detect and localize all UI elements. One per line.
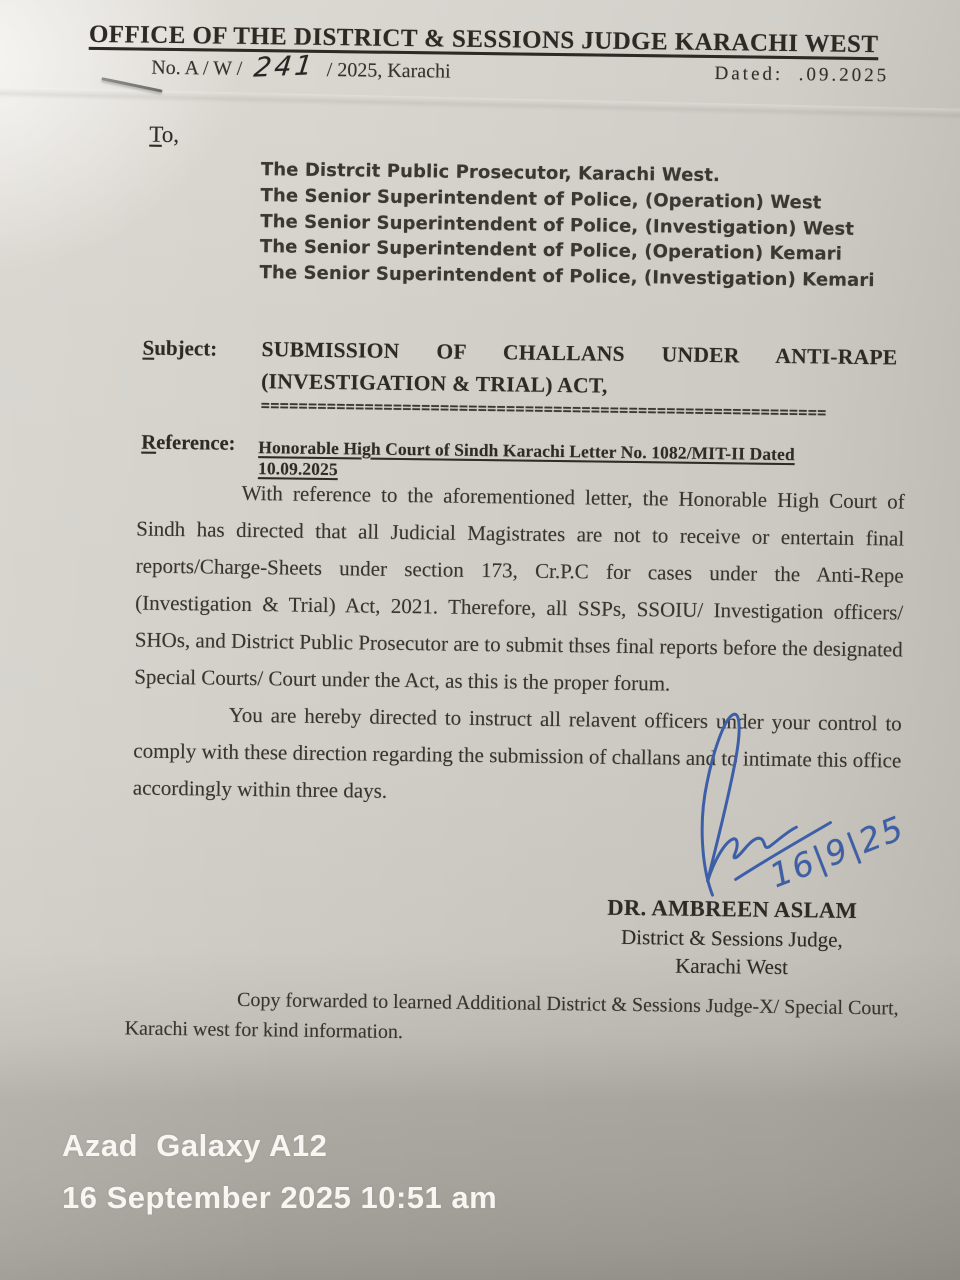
handwritten-date: 16|9|25 bbox=[764, 807, 911, 896]
ref-number-prefix: No. A / W / bbox=[151, 56, 243, 80]
signature-block bbox=[566, 894, 897, 981]
subject-line-2: (INVESTIGATION & TRIAL) ACT, bbox=[261, 369, 608, 398]
signatory-title: District & Sessions Judge, bbox=[620, 924, 843, 952]
recipient-item: The Distrcit Public Prosecutor, Karachi West. bbox=[260, 159, 721, 187]
recipient-list bbox=[259, 157, 876, 294]
subject-divider: ============================================================ bbox=[260, 396, 827, 422]
ref-number-suffix: / 2025, Karachi bbox=[326, 58, 451, 83]
subject-text bbox=[261, 337, 898, 422]
body-paragraph-2: You are hereby directed to instruct all relavent officers under your control to comply with these direction regarding the submission of challans and to intimate this office accordingly within three days. bbox=[132, 702, 902, 803]
camera-watermark-device: Azad Galaxy A12 bbox=[62, 1128, 328, 1163]
copy-forwarded-note: Copy forwarded to learned Additional District & Sessions Judge-X/ Special Court, Karachi west for kind information. bbox=[124, 988, 899, 1044]
reference-number bbox=[151, 50, 451, 85]
recipient-item: The Senior Superintendent of Police, (Investigation) Kemari bbox=[259, 262, 875, 292]
recipient-item: The Senior Superintendent of Police, (Investigation) West bbox=[260, 210, 855, 240]
signature-scribble bbox=[637, 682, 920, 911]
camera-watermark bbox=[62, 1128, 497, 1216]
office-title: OFFICE OF THE DISTRICT & SESSIONS JUDGE KARACHI WEST bbox=[88, 20, 879, 59]
recipient-item: The Senior Superintendent of Police, (Operation) West bbox=[260, 184, 822, 214]
reference-text: Honorable High Court of Sindh Karachi Letter No. 1082/MIT-II Dated 10.09.2025 bbox=[257, 437, 795, 480]
dated-text: Dated: .09.2025 bbox=[714, 63, 890, 87]
body-paragraph-1: With reference to the aforementioned letter, the Honorable High Court of Sindh has directed that all Judicial Magistrates are not to receive or entertain final reports/Charge-Sheets under section 173, Cr.P.C for cases under the Anti-Repe (Investigation & Trial) Act, 2021. Therefore, all SSPs, SSOIU/ Investigation officers/ SHOs, and District Public Prosecutor are to submit thses final reports before the designated Special Courts/ Court under the Act, as this is the proper forum. bbox=[134, 480, 905, 696]
signatory-location: Karachi West bbox=[675, 953, 789, 980]
reference-label: Reference: bbox=[141, 431, 236, 455]
camera-watermark-datetime: 16 September 2025 10:51 am bbox=[62, 1180, 498, 1215]
subject-label: Subject: bbox=[142, 335, 218, 361]
handwritten-ref-number: 241 bbox=[252, 50, 317, 84]
signatory-name: DR. AMBREEN ASLAM bbox=[607, 894, 858, 923]
reference-number-row bbox=[151, 50, 890, 91]
subject-line-1: SUBMISSION OF CHALLANS UNDER ANTI-RAPE bbox=[261, 337, 898, 370]
recipient-item: The Senior Superintendent of Police, (Operation) Kemari bbox=[259, 236, 843, 266]
to-label: To, bbox=[149, 121, 180, 148]
